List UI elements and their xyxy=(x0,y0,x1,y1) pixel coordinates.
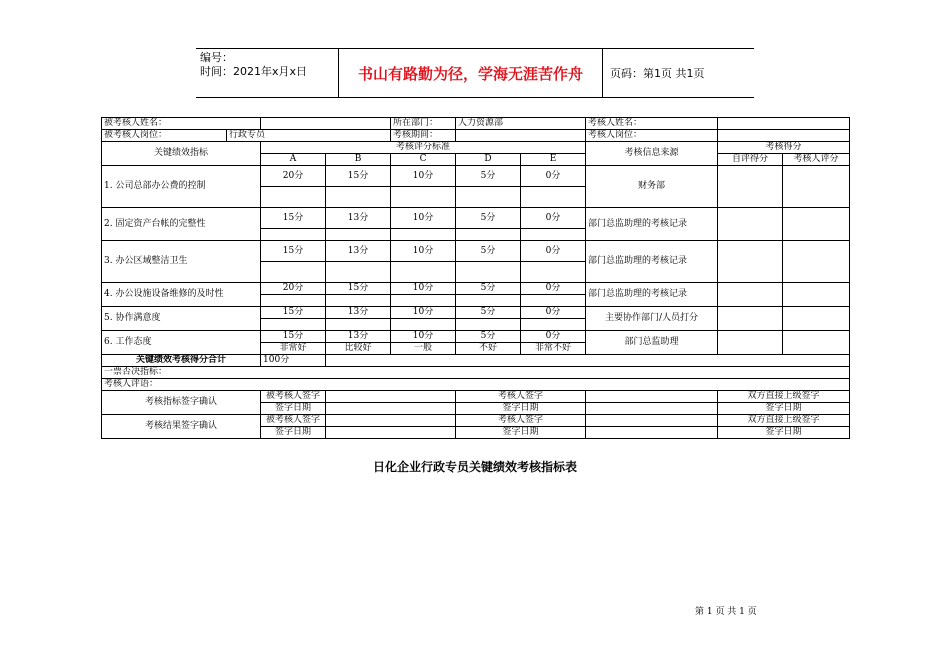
score-b: 15分 xyxy=(326,166,391,187)
result-confirm-label: 考核结果签字确认 xyxy=(102,415,261,439)
grade-b: B xyxy=(326,154,391,166)
attitude-level: 一般 xyxy=(391,343,456,355)
sign-date-field[interactable] xyxy=(586,403,718,415)
score-b: 13分 xyxy=(326,241,391,262)
kpi-name: 2. 固定资产台帐的完整性 xyxy=(102,208,261,241)
examiner-sign-field[interactable] xyxy=(586,391,718,403)
score-a: 15分 xyxy=(261,208,326,229)
examiner-name-label: 考核人姓名： xyxy=(586,118,718,130)
score-e: 0分 xyxy=(521,241,586,262)
page-footer: 第 1 页 共 1 页 xyxy=(695,607,757,617)
sign-date-label: 签字日期 xyxy=(261,427,326,439)
examinee-sign-label: 被考核人签字 xyxy=(261,415,326,427)
time-label: 时间：2021年x月x日 xyxy=(200,65,308,78)
score-e: 0分 xyxy=(521,283,586,295)
self-score-cell[interactable] xyxy=(718,331,783,355)
period-value[interactable] xyxy=(456,130,586,142)
self-score-cell[interactable] xyxy=(718,241,783,283)
grade-c: C xyxy=(391,154,456,166)
total-label: 关键绩效考核得分合计 xyxy=(102,355,261,367)
score-e: 0分 xyxy=(521,307,586,319)
sign-date-label: 签字日期 xyxy=(718,403,850,415)
kpi-header: 关键绩效指标 xyxy=(102,142,261,166)
examinee-name-label: 被考核人姓名： xyxy=(102,118,261,130)
examinee-sign-label: 被考核人签字 xyxy=(261,391,326,403)
self-score-cell[interactable] xyxy=(718,307,783,331)
score-b: 15分 xyxy=(326,283,391,295)
grade-d: D xyxy=(456,154,521,166)
examiner-score-cell[interactable] xyxy=(783,208,850,241)
score-e: 0分 xyxy=(521,166,586,187)
examinee-name-value[interactable] xyxy=(261,118,391,130)
examiner-sign-label: 考核人签字 xyxy=(456,391,586,403)
kpi-name: 3. 办公区域整洁卫生 xyxy=(102,241,261,283)
kpi-table xyxy=(101,117,850,439)
score-a: 15分 xyxy=(261,241,326,262)
score-a: 15分 xyxy=(261,307,326,319)
kpi-name: 6. 工作态度 xyxy=(102,331,261,355)
veto-label: 一票否决指标： xyxy=(102,367,850,379)
department-label: 所在部门： xyxy=(391,118,456,130)
kpi-name: 1. 公司总部办公费的控制 xyxy=(102,166,261,208)
examiner-post-label: 考核人岗位： xyxy=(586,130,718,142)
comment-label: 考核人评语： xyxy=(102,379,850,391)
self-score-cell[interactable] xyxy=(718,166,783,208)
sign-date-label: 签字日期 xyxy=(718,427,850,439)
sign-date-field[interactable] xyxy=(326,403,456,415)
info-source: 部门总监助理 xyxy=(586,331,718,355)
examinee-sign-field[interactable] xyxy=(326,391,456,403)
examiner-sign-label: 考核人签字 xyxy=(456,415,586,427)
examinee-post-value: 行政专员 xyxy=(227,130,391,142)
examiner-score-header: 考核人评分 xyxy=(783,154,850,166)
score-c: 10分 xyxy=(391,307,456,319)
source-header: 考核信息来源 xyxy=(586,142,718,166)
score-d: 5分 xyxy=(456,208,521,229)
document-header xyxy=(196,48,754,98)
grade-a: A xyxy=(261,154,326,166)
department-value: 人力资源部 xyxy=(456,118,586,130)
score-d: 5分 xyxy=(456,283,521,295)
examinee-post-label: 被考核人岗位： xyxy=(102,130,227,142)
period-label: 考核期间： xyxy=(391,130,456,142)
self-score-header: 自评得分 xyxy=(718,154,783,166)
document-title: 日化企业行政专员关键绩效考核指标表 xyxy=(372,460,577,474)
standard-header: 考核评分标准 xyxy=(261,142,586,154)
total-value: 100分 xyxy=(261,355,326,367)
examiner-score-cell[interactable] xyxy=(783,331,850,355)
score-d: 5分 xyxy=(456,241,521,262)
score-header: 考核得分 xyxy=(718,142,850,154)
attitude-level: 不好 xyxy=(456,343,521,355)
examiner-post-value[interactable] xyxy=(718,130,850,142)
score-a: 20分 xyxy=(261,166,326,187)
attitude-level: 比较好 xyxy=(326,343,391,355)
score-c: 10分 xyxy=(391,208,456,229)
sign-date-label: 签字日期 xyxy=(456,403,586,415)
info-source: 主要协作部门/人员打分 xyxy=(586,307,718,331)
info-source: 财务部 xyxy=(586,166,718,208)
score-c: 10分 xyxy=(391,283,456,295)
kpi-name: 4. 办公设施设备维修的及时性 xyxy=(102,283,261,307)
superior-sign-label: 双方直接上级签字 xyxy=(718,415,850,427)
attitude-level: 非常好 xyxy=(261,343,326,355)
header-info xyxy=(200,51,307,79)
attitude-level: 非常不好 xyxy=(521,343,586,355)
info-source: 部门总监助理的考核记录 xyxy=(586,208,718,241)
examiner-score-cell[interactable] xyxy=(783,307,850,331)
score-c: 10分 xyxy=(391,166,456,187)
self-score-cell[interactable] xyxy=(718,208,783,241)
score-a: 20分 xyxy=(261,283,326,295)
examinee-sign-field[interactable] xyxy=(326,415,456,427)
score-b: 13分 xyxy=(326,331,391,343)
motto: 书山有路勤为径，学海无涯苦作舟 xyxy=(357,64,583,83)
score-b: 13分 xyxy=(326,307,391,319)
examiner-score-cell[interactable] xyxy=(783,166,850,208)
page-label: 页码：第1页 共1页 xyxy=(610,67,705,80)
info-source: 部门总监助理的考核记录 xyxy=(586,283,718,307)
score-c: 10分 xyxy=(391,241,456,262)
examiner-score-cell[interactable] xyxy=(783,283,850,307)
score-e: 0分 xyxy=(521,331,586,343)
score-d: 5分 xyxy=(456,331,521,343)
score-c: 10分 xyxy=(391,331,456,343)
examiner-sign-field[interactable] xyxy=(586,415,718,427)
sign-date-label: 签字日期 xyxy=(261,403,326,415)
score-e: 0分 xyxy=(521,208,586,229)
score-b: 13分 xyxy=(326,208,391,229)
examiner-name-value[interactable] xyxy=(718,118,850,130)
number-label: 编号： xyxy=(200,51,233,64)
superior-sign-label: 双方直接上级签字 xyxy=(718,391,850,403)
indicator-confirm-label: 考核指标签字确认 xyxy=(102,391,261,415)
sign-date-label: 签字日期 xyxy=(456,427,586,439)
self-score-cell[interactable] xyxy=(718,283,783,307)
score-d: 5分 xyxy=(456,166,521,187)
score-a: 15分 xyxy=(261,331,326,343)
grade-e: E xyxy=(521,154,586,166)
info-source: 部门总监助理的考核记录 xyxy=(586,241,718,283)
score-d: 5分 xyxy=(456,307,521,319)
sign-date-field[interactable] xyxy=(586,427,718,439)
examiner-score-cell[interactable] xyxy=(783,241,850,283)
sign-date-field[interactable] xyxy=(326,427,456,439)
kpi-name: 5. 协作满意度 xyxy=(102,307,261,331)
